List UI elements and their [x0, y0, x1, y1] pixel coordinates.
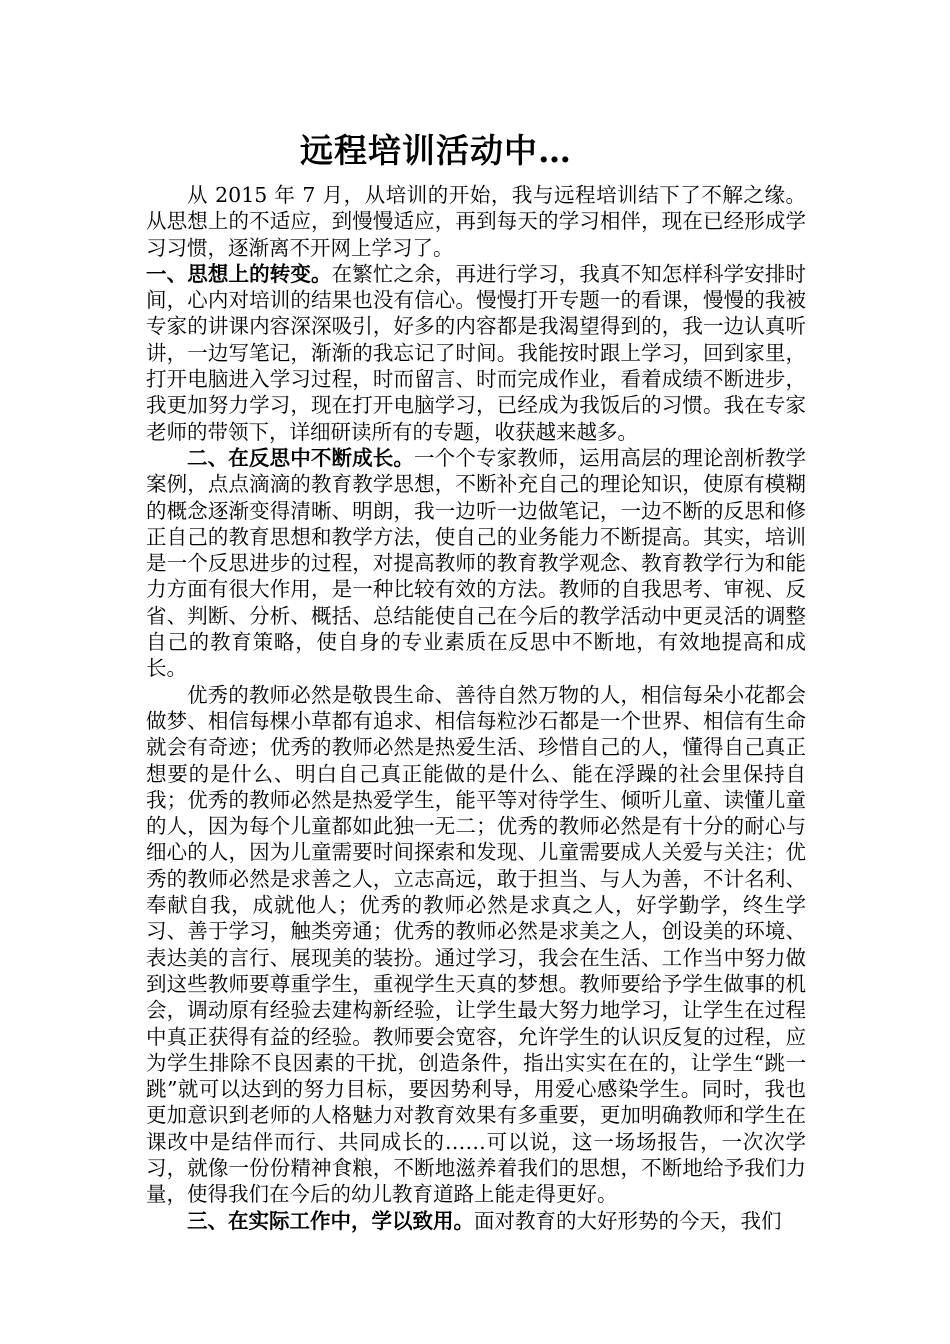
section-2-body: 一个个专家教师，运用高层的理论剖析教学案例，点点滴滴的教育教学思想，不断补充自己的理论知识，使原有模糊的概念逐渐变得清晰、明朗，我一边听一边做笔记，一边不断的反思和修正自己的教育思想和教学方法，使自己的业务能力不断提高。其实，培训是一个反思进步的过程，对提高教师的教育教学观念、教育教学行为和能力方面有很大作用，是一种比较有效的方法。教师的自我思考、审视、反省、判断、分析、概括、总结能使自己在今后的教学活动中更灵活的调整自己的教育策略，使自身的专业素质在反思中不断地，有效地提高和成长。 — [146, 445, 807, 681]
document-title: 远程培训活动中… — [300, 131, 572, 170]
section-3-body: 面对教育的大好形势的今天，我们 — [474, 1208, 782, 1233]
section-1-paragraph — [146, 261, 806, 445]
section-2-paragraph — [146, 445, 806, 682]
section-1-heading: 一、思想上的转变。 — [146, 261, 332, 286]
section-1-body: 在繁忙之余，再进行学习，我真不知怎样科学安排时间，心内对培训的结果也没有信心。慢慢打开专题一的看课，慢慢的我被专家的讲课内容深深吸引，好多的内容都是我渴望得到的，我一边认真听讲，一边写笔记，渐渐的我忘记了时间。我能按时跟上学习，回到家里，打开电脑进入学习过程，时而留言、时而完成作业，看着成绩不断进步，我更加努力学习，现在打开电脑学习，已经成为我饭后的习惯。我在专家老师的带领下，详细研读所有的专题，收获越来越多。 — [146, 261, 807, 444]
section-3-heading: 三、在实际工作中，学以致用。 — [187, 1208, 474, 1233]
document-body — [146, 128, 806, 1234]
teacher-qualities-paragraph: 优秀的教师必然是敬畏生命、善待自然万物的人，相信每朵小花都会做梦、相信每棵小草都有追求、相信每粒沙石都是一个世界、相信有生命就会有奇迹；优秀的教师必然是热爱生活、珍惜自己的人，懂得自己真正想要的是什么、明白自己真正能做的是什么、能在浮躁的社会里保持自我；优秀的教师必然是热爱学生，能平等对待学生、倾听儿童、读懂儿童的人，因为每个儿童都如此独一无二；优秀的教师必然是有十分的耐心与细心的人，因为儿童需要时间探索和发现、儿童需要成人关爱与关注；优秀的教师必然是求善之人，立志高远，敢于担当、与人为善，不计名利、奉献自我，成就他人；优秀的教师必然是求真之人，好学勤学，终生学习、善于学习，触类旁通；优秀的教师必然是求美之人，创设美的环境、表达美的言行、展现美的装扮。通过学习，我会在生活、工作当中努力做到这些教师要尊重学生，重视学生天真的梦想。教师要给予学生做事的机会，调动原有经验去建构新经验，让学生最大努力地学习，让学生在过程中真正获得有益的经验。教师要会宽容，允许学生的认识反复的过程，应为学生排除不良因素的干扰，创造条件，指出实实在在的，让学生“跳一跳”就可以达到的努力目标，要因势利导，用爱心感染学生。同时，我也更加意识到老师的人格魅力对教育效果有多重要，更加明确教师和学生在课改中是结伴而行、共同成长的……可以说，这一场场报告，一次次学习，就像一份份精神食粮，不断地滋养着我们的思想，不断地给予我们力量，使得我们在今后的幼儿教育道路上能走得更好。 — [146, 682, 806, 1207]
section-2-heading: 二、在反思中不断成长。 — [187, 445, 415, 470]
section-3-paragraph — [146, 1208, 806, 1234]
intro-paragraph: 从 2015 年 7 月，从培训的开始，我与远程培训结下了不解之缘。从思想上的不适应，到慢慢适应，再到每天的学习相伴，现在已经形成学习习惯，逐渐离不开网上学习了。 — [146, 183, 806, 260]
